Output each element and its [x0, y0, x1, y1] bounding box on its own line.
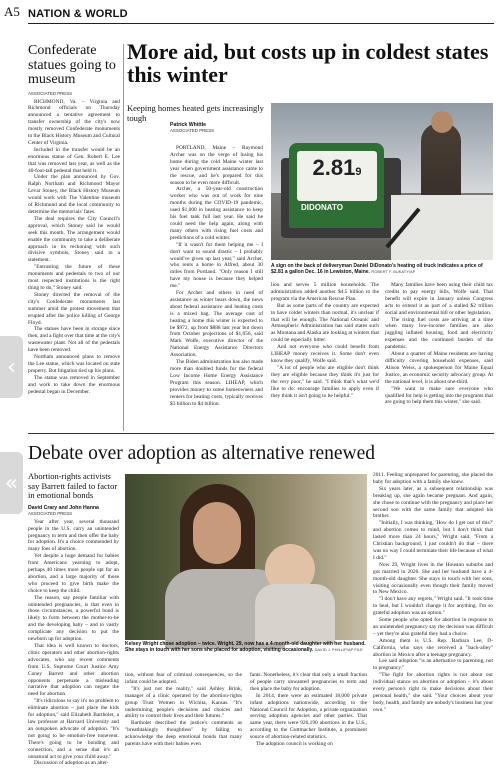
paragraph: The adoption council is working on [256, 741, 333, 748]
paragraph: Lee said adoption "is an alternative to parenting, not to pregnancy." [373, 658, 493, 672]
paragraph: About a quarter of Maine residents are having difficulty covering household expenses, said Alison Weiss, a spokesperson for Maine Equal Justice, an economic security advocacy group. At the national level, it is about one-third. [385, 351, 493, 385]
paragraph: In 2014, there were an estimated 18,000 private infant adoptions nationwide, according to the National Council for Adoption, a private organization serving adoption agencies and other parties. That same year, there were 926,190 abortions in the U.S., according to the Guttmacher Institute, a prominent source of abortion-related statistics. [250, 692, 367, 741]
adoption-photo-caption [125, 641, 367, 653]
paragraph: "We want to make sure everyone who qualified for help is getting into the programs that are going to help them this winter," she said. [385, 385, 493, 406]
sign-brand: DIDONATO [301, 203, 343, 212]
paragraph: "It's just not the reality," said Ashley Brink, manager of a clinic operated by the abortion-rights group Trust Women in Wichita, Kansas. "It's undermining people's decisions and choices and ability to control their lives and their futures." [125, 685, 242, 720]
section-banner: NATION & WORLD [28, 8, 128, 20]
heat-story-byline: Patrick Whittle [170, 122, 207, 128]
adoption-story-col1 [28, 472, 119, 767]
paragraph: "Entrusting the future of these monuments and pedestals to two of our most respected institutions is the right thing to do," Stoney said. [28, 264, 120, 291]
left-story [28, 44, 120, 395]
double-chevron-left-icon: « [4, 470, 19, 496]
paragraph: The Biden administration has also made more than doubled funds for the federal Low Income Home Energy Assistance Program this season. LIHEAP, which provides money to some homeowners and renters for heating costs, typically receives $3 billion to $4 billion. [170, 359, 263, 407]
paragraph: The statue was removed in September and work to take down the enormous pedestal began in December. [28, 374, 120, 395]
paragraph: 2011. Feeling unprepared for parenting, she placed the baby for adoption with a family she knew. [373, 472, 493, 485]
previous-page-tab[interactable] [0, 336, 23, 398]
paragraph: That idea is well known to doctors, clinic operators and other abortion-rights advocates, who say recent comments from U.S. Supreme Court Justice Amy Coney Barrett and other abortion opponents perpetuate a misleading narrative that adoption can negate the need for abortion. [28, 643, 119, 698]
section-divider [28, 433, 494, 434]
paragraph: PORTLAND, Maine – Raymond Archer was on the verge of losing his home during the cold Maine winter last year when government assistance came to the rescue, and he's prepared for this season to be even more difficult. [170, 145, 263, 186]
column-divider [123, 44, 124, 431]
paragraph: Now 29, Wright lives in the Houston suburbs and got married in 2020. She and her husband have a 4-month-old daughter. She stays in touch with her sons, visiting occasionally even though their family moved to New Mexico. [373, 561, 493, 596]
adoption-story-agency: ASSOCIATED PRESS [28, 510, 73, 516]
paragraph: "It's ridiculous to say it's no problem to eliminate abortion – just place the kids for adoption," said Elizabeth Bartholet, a law professor at Harvard University and an outspoken advocate of adoption. "It's not going to be emotion-free nonevent. There's going to be bonding and connection, and a sense that it's an unnatural act to give your child away." [28, 698, 119, 760]
adoption-story-byline: David Crary and John Hanna [28, 504, 99, 511]
paragraph: Yet despite a huge demand for babies from Americans yearning to adopt, perhaps 40 times more people opt for an abortion, and a large majority of those who proceed to give birth make the choice to keep the child. [28, 553, 119, 594]
paragraph: Six years later, as a subsequent relationship was breaking up, she again became pregnant. And again, she chose to continue with the pregnancy and place her second son with the same family that adopted his brother. [373, 485, 493, 520]
sign-unit: 9 [355, 166, 362, 178]
paragraph: Year after year, several thousand people in the U.S. carry an unintended pregnancy to term and then offer the baby for adoption. It's a choice commended by many foes of abortion. [28, 518, 119, 553]
paragraph: fants. Nonetheless, it's clear that only a small fraction of people carry unwanted pregnancies to term and then place the baby for adoption. [250, 672, 367, 692]
paragraph: Under the plan announced by Gov. Ralph Northam and Richmond Mayor Levar Stoney, the Black History Museum would work with The Valentine museum of Richmond and the local community to determine the memorials' fates. [28, 174, 120, 215]
heat-story-col1 [127, 103, 264, 407]
paragraph: Many families have been using their child tax credits to pay energy bills, Wolfe said. That benefit will expire in January unless Congress acts to extend it as part of a stalled $2 trillion social and environmental bill or other legislation. [385, 282, 493, 316]
left-story-agency: ASSOCIATED PRESS [28, 90, 73, 96]
paragraph: lion and serves 5 million households. The administration added another $4.5 billion to the program via the American Rescue Plan. [271, 282, 379, 302]
price-sign [301, 155, 373, 197]
left-story-body [28, 99, 120, 396]
paragraph: Some people who opted for abortion in response to an unintended pregnancy say the decision was difficult – yet they're also grateful they had a choice. [373, 617, 493, 637]
paragraph: The reason, say people familiar with unintended pregnancies, is that even in those circumstances, a powerful bond is likely to form between the mother-to-be and the developing baby – and to vastly complicate any decision to put the newborn up for adoption. [28, 594, 119, 643]
adoption-story-headline: Debate over adoption as alternative renewed [28, 443, 376, 464]
paragraph: "If it wasn't for them helping me – I don't want to sound drastic – I probably would've given up last year," said Archer, who rents a home in Alfred, about 30 miles from Portland. "Only reason I still have my house is because they helped me." [170, 241, 263, 290]
paragraph: The deal requires the City Council's approval, which Stoney said he would seek this month. The arrangement would enable the community to take a deliberate approach in its reckoning with such divisive symbols, Stoney said in a statement. [28, 215, 120, 264]
page-number: A5 [4, 4, 20, 19]
photo-credit: DAVID J. PHILLIP/AP FILE [314, 647, 363, 653]
heat-photo [271, 103, 493, 260]
heat-story-col2 [271, 282, 379, 399]
header-rule [28, 23, 494, 24]
adoption-photo [125, 474, 367, 640]
paragraph: The statues have been in storage since then, and a fight over that time at the city's wastewater plant. Not all of the pedestals have been removed. [28, 326, 120, 354]
paragraph: For Archer and others in need of assistance as winter bears down, the news about federal assistance and heating costs is a mixed bag. The average cost of heating a home this winter is expected to be $972, up from $888 last year but down from October projections of $1,056, said Mark Wolfe, executive director of the National Energy Assistance Directors Association. [170, 290, 263, 359]
heat-photo-caption [271, 263, 493, 275]
paragraph: Archer, a 50-year-old construction worker who was out of work for nine months during the COVID-19 pandemic, used $1,000 in heating assistance to keep his fuel tank full last year. He said he could need the help again, along with many others with rising fuel costs and predictions of a cold winter. [170, 186, 263, 241]
heat-story-subhead: Keeping homes heated gets increasingly tough [127, 103, 264, 123]
left-story-headline: Confederate statues going to museum [28, 43, 116, 87]
adoption-story-col2 [125, 672, 242, 748]
adoption-story-col3 [250, 672, 367, 748]
paragraph: Discussion of adoption as an alter- [34, 760, 109, 767]
paragraph: Bartholet described the justice's comments as "breathtakingly thoughtless" by failing to acknowledge the deep emotional bonds that many parents have with their babies even [125, 720, 242, 748]
photo-credit: ROBERT F. BUKATY/AP [371, 269, 416, 275]
paragraph: And not everyone who could benefit from LIHEAP money receives it. Some don't even know they qualify, Wolfe said. [271, 344, 379, 364]
single-chevron-left-icon: ‹ [7, 354, 16, 380]
adoption-story-col4 [373, 472, 493, 714]
paragraph: "A lot of people who are eligible don't think they are eligible because they think it's just for the very poor," he said. "I think that's what we'd like to do: encourage families to apply even if they think it isn't going to be helpful." [271, 364, 379, 399]
paragraph: "The fight for abortion rights is not about our individual stance on abortion or adoption – it's about every person's right to make decisions about their personal health," she said. "Your choices about your body, health, and family are nobody's business but your own." [373, 672, 493, 713]
paragraph: The rising fuel costs are arriving at a time when many low-income families are also juggling inflated housing, food and electricity expenses and the continued burden of the pandemic. [385, 316, 493, 351]
paragraph: Included in the transfer would be an enormous statue of Gen. Robert E. Lee that was removed last year, as well as the 40-foot-tall pedestal that held it. [28, 146, 120, 174]
paragraph: Among them is U.S. Rep. Barbara Lee, D-California, who says she received a "back-alley" abortion in Mexico after a teenage pregnancy. [373, 637, 493, 658]
caption-text: A sign on the back of deliveryman Daniel DiDonato's heating oil truck indicates a price of $2.81 a gallon Dec. 16 in Lewiston, Maine. [271, 263, 483, 276]
paragraph: Northam announced plans to remove the Lee statue, which was located on state property. But litigation tied up his plans. [28, 354, 120, 374]
paragraph: "Initially, I was thinking, 'How do I get out of this?' and abortion comes to mind, but I don't think that lasted more than 24 hours," Wright said. "From a Christian background, I just couldn't do that – there was no way I could terminate their life because of what I did." [373, 520, 493, 561]
heat-story-agency: ASSOCIATED PRESS [170, 128, 215, 133]
heat-story-col3 [385, 282, 493, 406]
first-page-tab[interactable] [0, 452, 23, 514]
sign-price: 2.81 [312, 155, 356, 180]
paragraph: "I don't have any regrets," Wright said. "It took time to heal, but I wouldn't change it for anything. I'm so grateful adoption was an option." [373, 596, 493, 617]
heat-story-headline: More aid, but costs up in coldest states this winter [127, 39, 489, 87]
paragraph: Stoney directed the removal of the city's Confederate monuments last summer amid the protest movement that erupted after the police killing of George Floyd. [28, 291, 120, 326]
paragraph: tion, without fear of criminal consequences, so the infant could be adopted. [125, 672, 242, 685]
paragraph: But as some parts of the country are expected to have colder winters than normal, it's unclear if that will be enough. The National Oceanic and Atmospheric Administration has said states such as Montana and Alaska are looking at winters that could be especially bitter. [271, 302, 379, 344]
caption-text: Kelsey Wright chose adoption – twice. Wright, 29, now has a 4-month-old daughter with her husband. She stays in touch with her sons she placed for adoption, visiting occasionally. [125, 641, 366, 654]
paragraph: RICHMOND, Va. – Virginia and Richmond officials on Thursday announced a tentative agreement to transfer ownership of the city's now mostly removed Confederate monuments to the Black History Museum and Cultural Center of Virginia. [28, 98, 120, 146]
adoption-story-subhead: Abortion-rights activists say Barrett failed to factor in emotional bonds [28, 471, 118, 500]
